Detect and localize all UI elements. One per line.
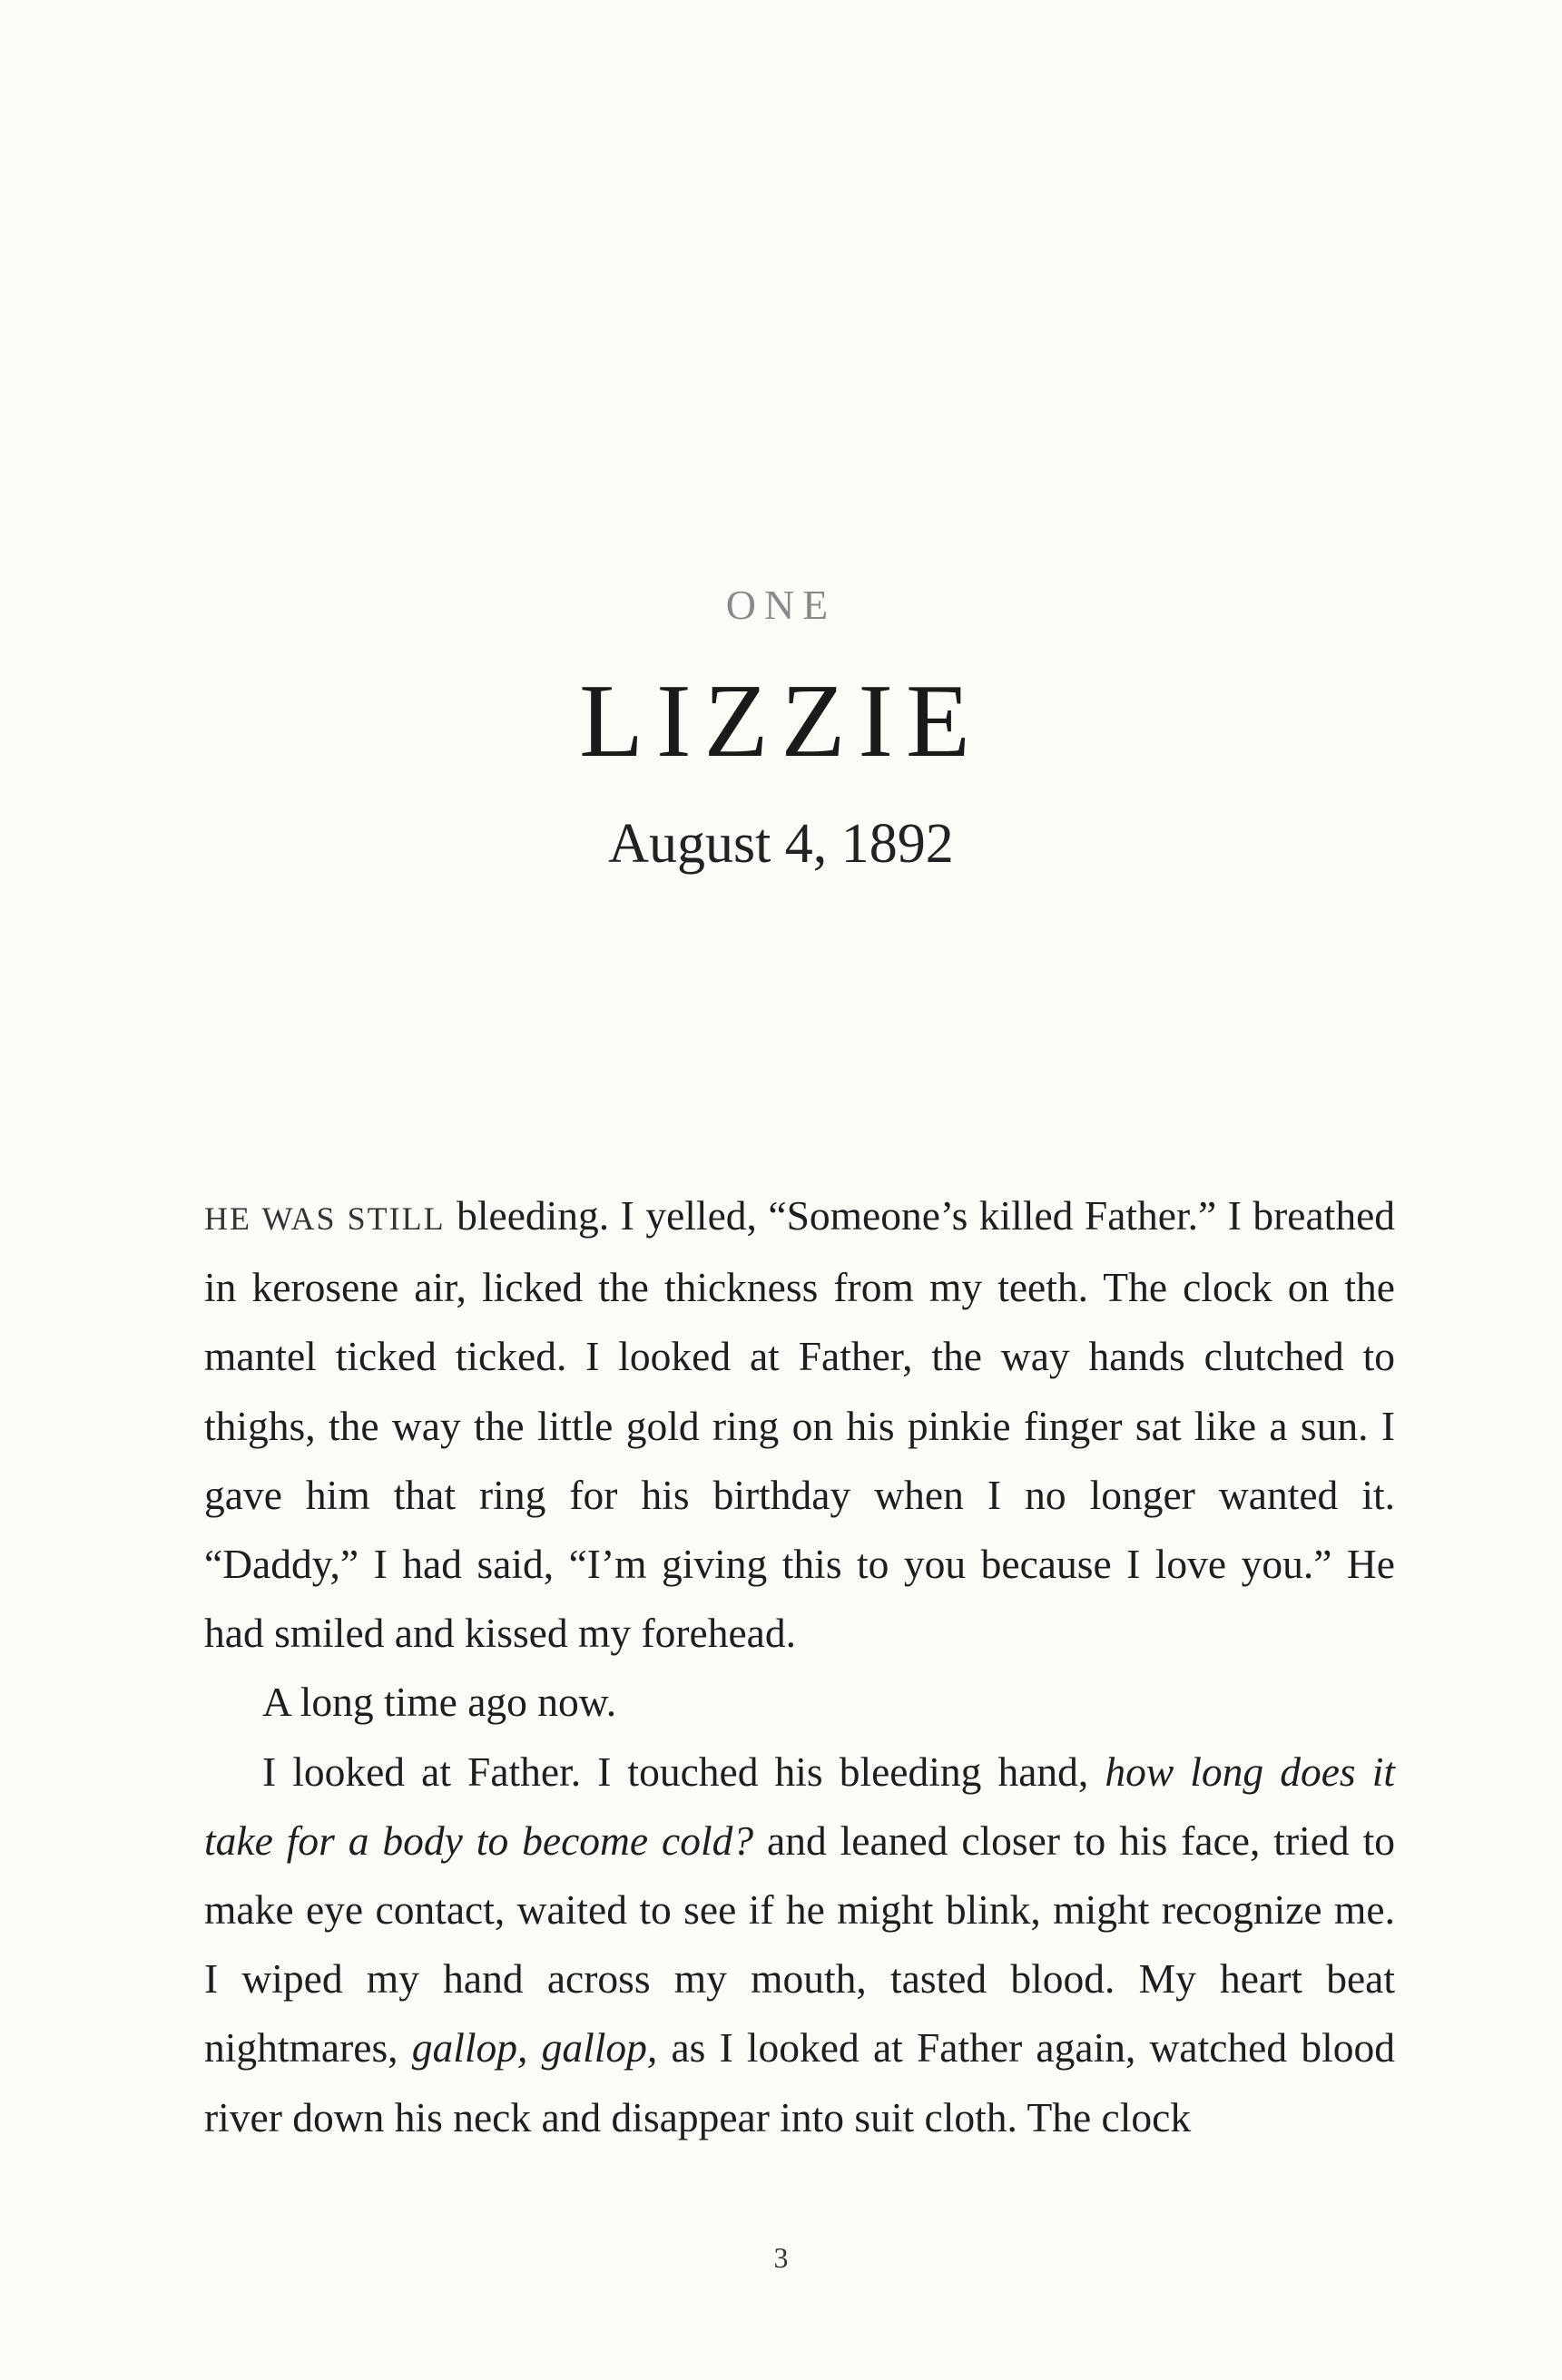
paragraph-1 — [204, 1181, 1395, 1668]
page-number: 3 — [773, 2241, 789, 2274]
paragraph-1-text: bleeding. I yelled, “Someone’s killed Father.” I breathed in kerosene air, licked the thickness from my teeth. The clock on the mantel ticked ticked. I looked at Father, the way hands clutched to thighs, the way the little gold ring on his pinkie finger sat like a sun. I gave him that ring for his birthday when I no longer wanted it. “Daddy,” I had said, “I’m giving this to you because I love you.” He had smiled and kissed my forehead. — [204, 1192, 1396, 1657]
paragraph-lead-smallcaps: HE WAS STILL — [204, 1200, 446, 1237]
chapter-date: August 4, 1892 — [608, 813, 954, 875]
paragraph-2-text: A long time ago now. — [262, 1679, 617, 1726]
paragraph-3-italic-b: gallop, gallop, — [411, 2024, 658, 2071]
paragraph-3-italic-a: how long does it take for a body to become cold? — [204, 1748, 1395, 1864]
paragraph-3-text-b: and leaned closer to his face, tried to make eye contact, waited to see if he might blink, might recognize me. I wiped my hand across my mouth, tasted blood. My heart beat nightmares, — [204, 1817, 1396, 2071]
paragraph-3 — [204, 1738, 1395, 2152]
chapter-number: ONE — [725, 582, 837, 628]
body-text — [204, 1181, 1395, 2152]
paragraph-2 — [204, 1668, 1395, 1737]
paragraph-3-text-c: as I looked at Father again, watched blood river down his neck and disappear into suit cloth. The clock — [204, 2024, 1395, 2140]
paragraph-3-text-a: I looked at Father. I touched his bleeding hand, — [262, 1748, 1105, 1795]
chapter-title: LIZZIE — [579, 663, 983, 779]
